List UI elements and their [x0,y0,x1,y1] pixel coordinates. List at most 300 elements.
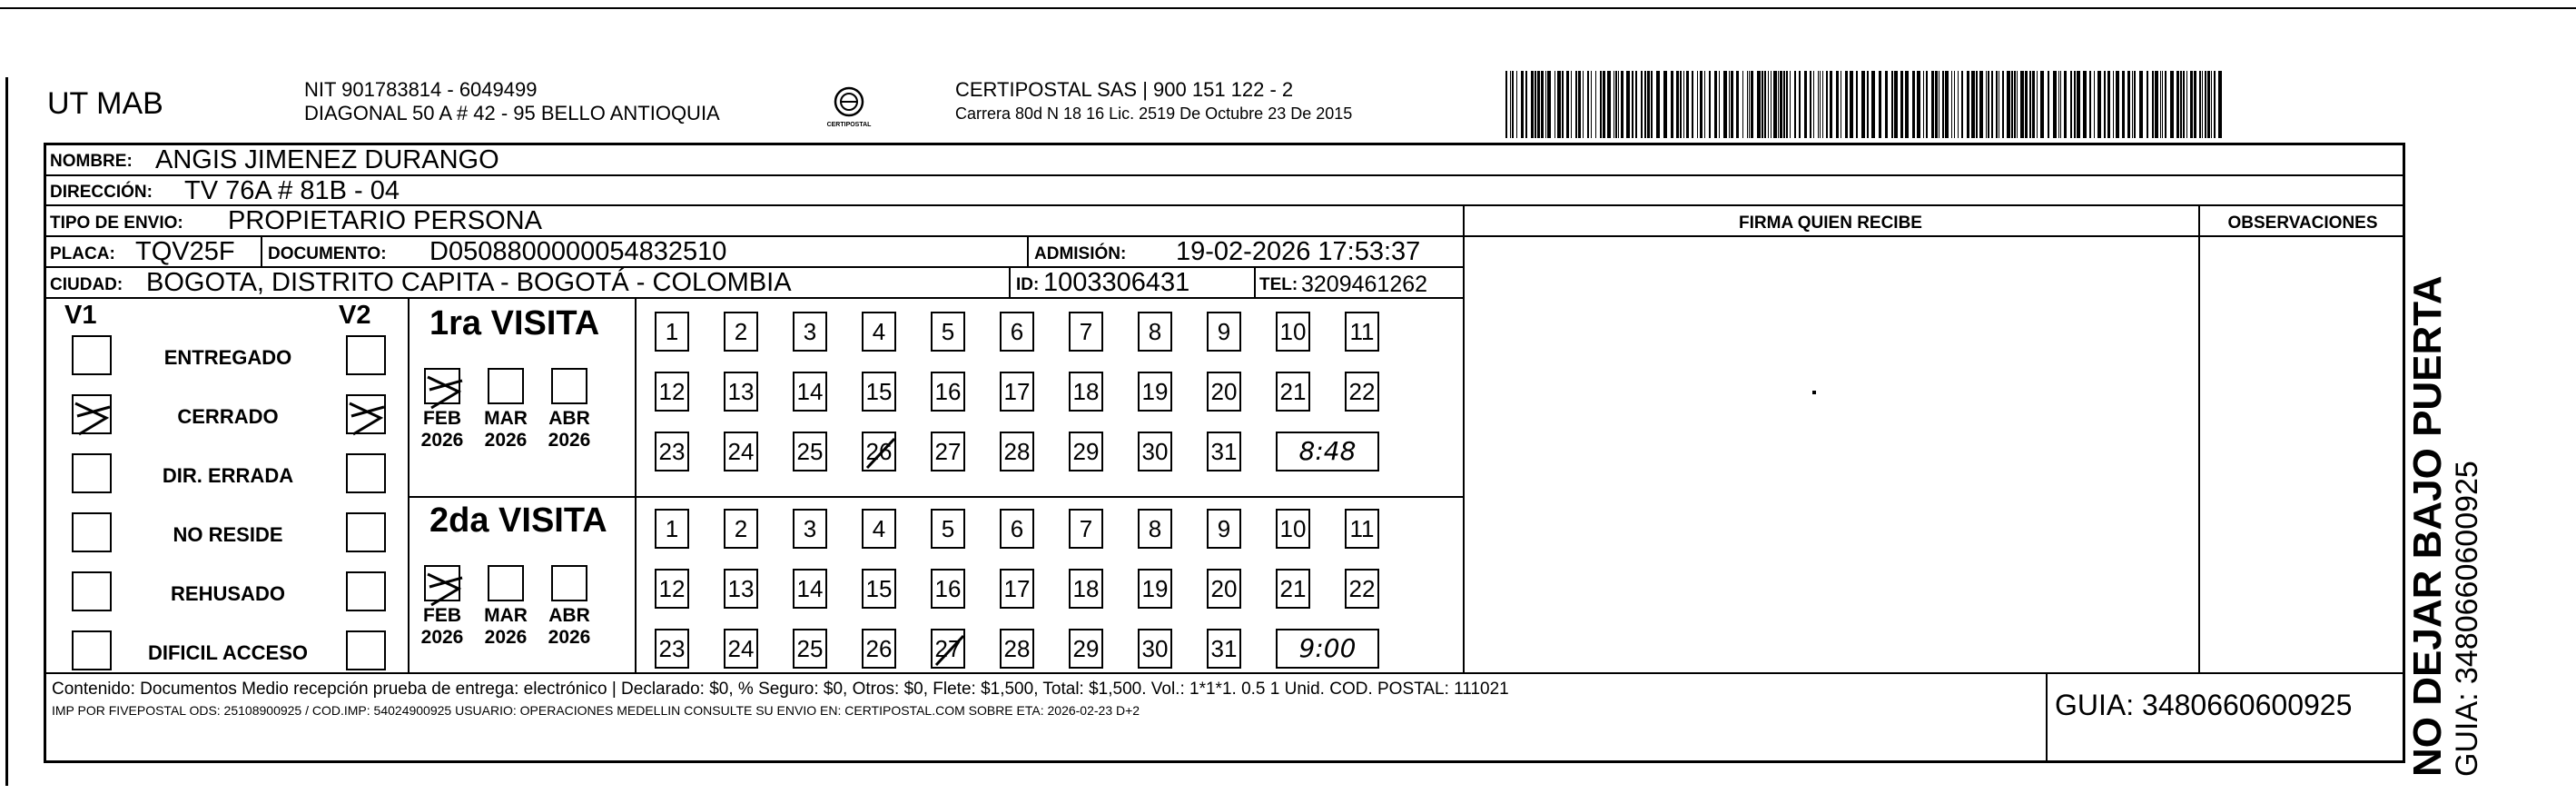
row-nombre [46,145,2403,176]
barcode-bar [2211,71,2212,138]
barcode-bar [1926,71,1928,138]
barcode-bar [1991,71,1993,138]
barcode-bar [1826,71,1828,138]
day-box-25[interactable]: 25 [793,629,827,669]
documento-value: D0508800000054832510 [429,237,727,266]
check-mark-icon [74,396,114,436]
day-box-28[interactable]: 28 [1000,629,1034,669]
day-box-4[interactable]: 4 [862,509,896,549]
barcode-bar [1749,71,1750,138]
barcode-bar [2060,71,2061,138]
barcode-bar [1856,71,1858,138]
barcode-bar [1647,71,1650,138]
barcode-bar [2097,71,2101,138]
barcode-bar [2186,71,2187,138]
barcode-bar [2190,71,2193,138]
status-label: REHUSADO [171,582,285,605]
barcode-bar [1986,71,1987,138]
footer-imp: IMP POR FIVEPOSTAL ODS: 25108900925 / COD.IMP: 54024900925 USUARIO: OPERACIONES MEDELLIN CONSULTE SU ENVIO EN: CERTIPOSTAL.COM SOBRE ETA: 2026-02-23 D+2 [52,703,1140,718]
v2-checkbox-rehusado[interactable] [346,571,386,611]
day-box-12[interactable]: 12 [655,569,689,609]
barcode-bar [1988,71,1989,138]
barcode-bar [2183,71,2185,138]
barcode-bar [1575,71,1577,138]
barcode-bar [1591,71,1592,138]
barcode-bar [2002,71,2004,138]
barcode-bar [1583,71,1584,138]
barcode-bar [1976,71,1978,138]
day-box-9[interactable]: 9 [1207,509,1241,549]
barcode-bar [1850,71,1853,138]
day-box-21[interactable]: 21 [1276,372,1310,412]
barcode-bar [1813,71,1814,138]
barcode-bar [2107,71,2110,138]
barcode-bar [1562,71,1564,138]
barcode-bar [1905,71,1909,138]
observaciones-label: OBSERVACIONES [2227,213,2378,233]
day-box-20[interactable]: 20 [1207,569,1241,609]
barcode-bar [2048,71,2049,138]
day-box-6[interactable]: 6 [1000,509,1034,549]
barcode-bar [2214,71,2216,138]
barcode-bar [1912,71,1915,138]
row-placa [46,237,1463,268]
barcode-bar [1979,71,1983,138]
barcode-bar [1923,71,1924,138]
day-box-5[interactable]: 5 [931,509,965,549]
check-mark-icon [348,396,388,436]
barcode-bar [1799,71,1801,138]
barcode-bar [1810,71,1811,138]
barcode-bar [1607,71,1611,138]
company-nit: NIT 901783814 - 6049499 [304,78,538,101]
barcode-bar [2058,71,2059,138]
barcode-bar [1762,71,1763,138]
month-checkbox-mar[interactable] [488,368,524,404]
day-box-24[interactable]: 24 [724,432,758,471]
admision-label: ADMISIÓN: [1034,244,1127,263]
barcode-bar [2032,71,2035,138]
barcode-bar [1683,71,1684,138]
barcode-bar [1615,71,1617,138]
ciudad-label: CIUDAD: [50,275,123,294]
status-area [46,299,410,672]
day-box-30[interactable]: 30 [1138,432,1172,471]
barcode-bar [1778,71,1779,138]
v1-checkbox-dir-errada[interactable] [72,453,112,493]
barcode-bar [1714,71,1717,138]
visit-time-box[interactable]: 9:00 [1276,629,1379,669]
day-box-2[interactable]: 2 [724,312,758,352]
month-label: FEB 2026 [420,605,464,648]
side-guia: GUIA: 3480660600925 [2450,461,2484,777]
day-strike-icon [864,433,898,473]
carrier-name: CERTIPOSTAL SAS | 900 151 122 - 2 [955,78,1294,101]
barcode-bar [1571,71,1572,138]
barcode-bar [2147,71,2148,138]
barcode-bar [1818,71,1819,138]
company-address: DIAGONAL 50 A # 42 - 95 BELLO ANTIOQUIA [304,102,720,124]
day-box-18[interactable]: 18 [1069,372,1103,412]
barcode-bar [2152,71,2154,138]
v1-checkbox-entregado[interactable] [72,335,112,375]
barcode-bar [1600,71,1602,138]
barcode-bar [1768,71,1769,138]
day-box-18[interactable]: 18 [1069,569,1103,609]
day-box-22[interactable]: 22 [1345,372,1379,412]
tipo-label: TIPO DE ENVIO: [50,213,183,233]
barcode-bar [2094,71,2095,138]
barcode-bar [1836,71,1839,138]
tel-value: 3209461262 [1301,272,1428,297]
barcode-bar [1951,71,1952,138]
barcode-bar [1736,71,1739,138]
day-box-27[interactable]: 27 [931,629,965,669]
day-box-3[interactable]: 3 [793,509,827,549]
barcode-bar [2180,71,2182,138]
ciudad-value: BOGOTA, DISTRITO CAPITA - BOGOTÁ - COLOMBIA [146,268,792,297]
barcode-bar [1521,71,1524,138]
day-box-7[interactable]: 7 [1069,509,1103,549]
barcode-bar [2077,71,2080,138]
v2-checkbox-no-reside[interactable] [346,512,386,552]
day-box-1[interactable]: 1 [655,312,689,352]
barcode-bar [1651,71,1653,138]
month-checkbox-mar[interactable] [488,565,524,601]
barcode-bar [2083,71,2087,138]
status-label: NO RESIDE [173,523,283,546]
day-box-7[interactable]: 7 [1069,312,1103,352]
v2-checkbox-dir-errada[interactable] [346,453,386,493]
day-box-26[interactable]: 26 [862,629,896,669]
barcode-bar [2162,71,2163,138]
day-box-23[interactable]: 23 [655,629,689,669]
footer-guia: GUIA: 3480660600925 [2055,689,2353,721]
month-label: MAR 2026 [484,605,528,648]
barcode-bar [1786,71,1788,138]
barcode-bar [1709,71,1711,138]
barcode-bar [2113,71,2114,138]
barcode-bar [1641,71,1643,138]
barcode-bar [1692,71,1693,138]
placa-label: PLACA: [50,244,115,263]
day-box-8[interactable]: 8 [1138,312,1172,352]
day-box-15[interactable]: 15 [862,569,896,609]
direccion-label: DIRECCIÓN: [50,183,153,202]
barcode-bar [1790,71,1791,138]
signature-dot [1812,391,1816,394]
barcode-bar [2040,71,2044,138]
day-box-3[interactable]: 3 [793,312,827,352]
day-box-20[interactable]: 20 [1207,372,1241,412]
barcode-bar [1885,71,1888,138]
month-checkbox-abr[interactable] [551,565,587,601]
barcode-bar [1644,71,1646,138]
day-box-13[interactable]: 13 [724,372,758,412]
day-box-22[interactable]: 22 [1345,569,1379,609]
row-direccion [46,176,2403,206]
barcode-bar [2202,71,2203,138]
day-box-17[interactable]: 17 [1000,372,1034,412]
barcode-bar [1742,71,1743,138]
barcode-bar [1516,71,1517,138]
barcode-bar [1757,71,1761,138]
barcode-bar [2218,71,2222,138]
barcode-bar [1822,71,1823,138]
day-box-16[interactable]: 16 [931,372,965,412]
barcode-bar [2205,71,2206,138]
day-box-12[interactable]: 12 [655,372,689,412]
visit-title: 2da VISITA [429,501,607,540]
visit-time-box[interactable]: 8:48 [1276,432,1379,471]
barcode-bar [2020,71,2024,138]
day-box-11[interactable]: 11 [1345,312,1379,352]
admision-value: 19-02-2026 17:53:37 [1176,237,1421,266]
barcode-bar [2037,71,2038,138]
barcode-bar [2089,71,2091,138]
day-box-29[interactable]: 29 [1069,629,1103,669]
barcode-bar [1557,71,1561,138]
v2-checkbox-cerrado[interactable] [346,394,386,434]
day-box-1[interactable]: 1 [655,509,689,549]
month-checkbox-abr[interactable] [551,368,587,404]
day-box-28[interactable]: 28 [1000,432,1034,471]
barcode-bar [1531,71,1534,138]
status-label: DIFICIL ACCESO [147,641,308,664]
barcode-bar [2127,71,2130,138]
barcode-bar [1704,71,1705,138]
day-box-26[interactable]: 26 [862,432,896,471]
day-box-21[interactable]: 21 [1276,569,1310,609]
day-box-5[interactable]: 5 [931,312,965,352]
barcode-bar [2070,71,2072,138]
barcode-bar [1578,71,1581,138]
status-label: ENTREGADO [163,346,292,369]
visit-area [410,299,1463,672]
certipostal-logo [822,82,876,138]
barcode-bar [1510,71,1511,138]
check-mark-icon [426,567,466,607]
day-box-14[interactable]: 14 [793,569,827,609]
barcode-bar [1945,71,1949,138]
barcode-bar [2134,71,2136,138]
barcode-bar [1794,71,1796,138]
barcode [1505,71,2223,138]
barcode-bar [1764,71,1766,138]
barcode-bar [1845,71,1848,138]
barcode-bar [1595,71,1596,138]
barcode-bar [1566,71,1569,138]
v1-checkbox-cerrado[interactable] [72,394,112,434]
day-box-11[interactable]: 11 [1345,509,1379,549]
barcode-bar [2116,71,2119,138]
barcode-bar [1635,71,1637,138]
month-checkbox-feb[interactable] [424,368,460,404]
placa-value: TQV25F [135,237,235,266]
row-tipo [46,206,1463,237]
day-box-25[interactable]: 25 [793,432,827,471]
barcode-bar [2029,71,2031,138]
documento-label: DOCUMENTO: [268,244,387,263]
barcode-bar [1891,71,1893,138]
barcode-bar [1537,71,1540,138]
day-box-30[interactable]: 30 [1138,629,1172,669]
barcode-bar [2160,71,2161,138]
barcode-bar [2155,71,2158,138]
barcode-bar [1700,71,1703,138]
barcode-bar [1935,71,1938,138]
barcode-bar [1554,71,1555,138]
barcode-bar [2207,71,2210,138]
barcode-bar [1917,71,1920,138]
day-box-10[interactable]: 10 [1276,312,1310,352]
barcode-bar [2132,71,2133,138]
day-box-31[interactable]: 31 [1207,629,1241,669]
day-box-31[interactable]: 31 [1207,432,1241,471]
barcode-bar [1512,71,1514,138]
status-label: CERRADO [177,405,279,428]
barcode-bar [1773,71,1777,138]
barcode-bar [1931,71,1934,138]
day-box-9[interactable]: 9 [1207,312,1241,352]
day-box-2[interactable]: 2 [724,509,758,549]
barcode-bar [1879,71,1881,138]
month-label: FEB 2026 [420,408,464,451]
barcode-bar [1942,71,1944,138]
barcode-bar [2007,71,2010,138]
day-box-19[interactable]: 19 [1138,569,1172,609]
barcode-bar [1626,71,1630,138]
carrier-info [955,78,1352,125]
delivery-form [44,143,2405,763]
v2-checkbox-dificil-acceso[interactable] [346,630,386,670]
barcode-bar [2170,71,2174,138]
barcode-bar [1900,71,1903,138]
status-label: DIR. ERRADA [162,464,294,487]
day-box-29[interactable]: 29 [1069,432,1103,471]
barcode-bar [2064,71,2067,138]
barcode-bar [1780,71,1782,138]
barcode-bar [1719,71,1720,138]
barcode-bar [1771,71,1772,138]
day-box-27[interactable]: 27 [931,432,965,471]
barcode-bar [1751,71,1753,138]
barcode-bar [1676,71,1679,138]
barcode-bar [2014,71,2016,138]
month-label: ABR 2026 [548,605,591,648]
carrier-address: Carrera 80d N 18 16 Lic. 2519 De Octubre 23 De 2015 [955,104,1353,123]
barcode-bar [1830,71,1832,138]
barcode-bar [2165,71,2166,138]
day-box-8[interactable]: 8 [1138,509,1172,549]
barcode-bar [1723,71,1727,138]
v1-label: V1 [64,301,97,330]
v1-checkbox-no-reside[interactable] [72,512,112,552]
check-mark-icon [426,370,466,410]
id-label: ID: [1016,275,1040,294]
barcode-bar [1535,71,1536,138]
day-strike-icon [933,630,967,670]
barcode-bar [1954,71,1955,138]
day-box-15[interactable]: 15 [862,372,896,412]
barcode-bar [2176,71,2179,138]
firma-label: FIRMA QUIEN RECIBE [1739,213,1922,233]
barcode-bar [1697,71,1698,138]
barcode-bar [1961,71,1963,138]
barcode-bar [1618,71,1619,138]
month-label: MAR 2026 [484,408,528,451]
barcode-bar [1632,71,1633,138]
barcode-bar [2139,71,2143,138]
footer-contenido: Contenido: Documentos Medio recepción prueba de entrega: electrónico | Declarado: $0, % Seguro: $0, Otros: $0, Flete: $1,500, Total: $1,500. Vol.: 1*1*1. 0.5 1 Unid. COD. POSTAL: 111021 [52,680,1509,699]
day-box-13[interactable]: 13 [724,569,758,609]
barcode-bar [1547,71,1551,138]
barcode-bar [1804,71,1807,138]
day-box-6[interactable]: 6 [1000,312,1034,352]
barcode-bar [1731,71,1733,138]
month-label: ABR 2026 [548,408,591,451]
barcode-bar [1783,71,1785,138]
barcode-bar [1861,71,1865,138]
barcode-bar [1686,71,1689,138]
v2-label: V2 [339,301,371,330]
row-ciudad [46,268,1463,299]
nombre-label: NOMBRE: [50,152,133,171]
barcode-bar [1663,71,1667,138]
day-box-19[interactable]: 19 [1138,372,1172,412]
day-box-10[interactable]: 10 [1276,509,1310,549]
barcode-bar [2074,71,2076,138]
top-border [0,7,2576,9]
barcode-bar [1967,71,1969,138]
day-box-16[interactable]: 16 [931,569,965,609]
tel-label: TEL: [1259,275,1298,294]
day-box-17[interactable]: 17 [1000,569,1034,609]
barcode-bar [1680,71,1682,138]
barcode-bar [1747,71,1748,138]
tipo-value: PROPIETARIO PERSONA [228,206,542,235]
v1-checkbox-rehusado[interactable] [72,571,112,611]
day-box-4[interactable]: 4 [862,312,896,352]
left-border [5,77,8,786]
side-warning: NO DEJAR BAJO PUERTA [2405,275,2450,777]
barcode-bar [1603,71,1605,138]
v1-checkbox-dificil-acceso[interactable] [72,630,112,670]
logo-text: CERTIPOSTAL [826,122,872,128]
obs-divider [2198,206,2200,672]
side-warning-block [2406,275,2484,777]
barcode-bar [2199,71,2201,138]
barcode-bar [2194,71,2196,138]
v2-checkbox-entregado[interactable] [346,335,386,375]
visit-title: 1ra VISITA [429,304,600,342]
day-box-14[interactable]: 14 [793,372,827,412]
barcode-bar [1871,71,1875,138]
barcode-bar [2025,71,2028,138]
barcode-bar [2011,71,2013,138]
day-box-24[interactable]: 24 [724,629,758,669]
barcode-bar [1621,71,1624,138]
barcode-bar [1820,71,1821,138]
barcode-bar [1541,71,1544,138]
barcode-bar [1971,71,1975,138]
month-checkbox-feb[interactable] [424,565,460,601]
day-box-23[interactable]: 23 [655,432,689,471]
barcode-bar [1525,71,1527,138]
barcode-bar [2053,71,2057,138]
barcode-bar [1587,71,1589,138]
barcode-bar [1656,71,1660,138]
